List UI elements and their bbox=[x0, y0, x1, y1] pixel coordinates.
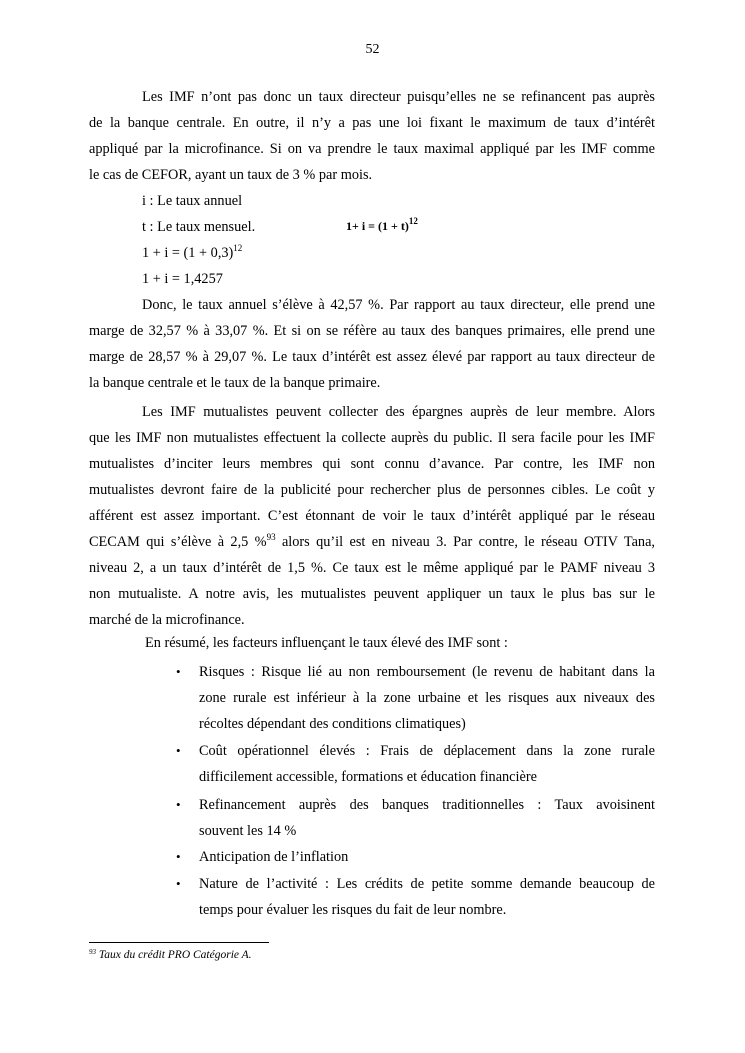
formula-exponent: 12 bbox=[408, 216, 418, 226]
bullet-5-line-2: temps pour évaluer les risques du fait de leur nombre. bbox=[199, 902, 507, 918]
bullet-1-line-3: récoltes dépendant des conditions climatiques) bbox=[199, 716, 466, 732]
para3-line-9: marché de la microfinance. bbox=[89, 612, 245, 628]
footnote-separator bbox=[89, 942, 269, 943]
footnote bbox=[89, 947, 252, 963]
para3-line-7: niveau 2, a un taux d’intérêt de 1,5 %. Ce taux est le même appliqué par le PAMF niveau 3 bbox=[89, 560, 655, 576]
calc1-base: 1 + i = (1 + 0,3) bbox=[142, 245, 234, 261]
para2-line-3: marge de 28,57 % à 29,07 %. Le taux d’intérêt est assez élevé par rapport au taux directeur de bbox=[89, 349, 655, 365]
bullet-dot-2: • bbox=[176, 743, 181, 758]
page-number: 52 bbox=[365, 42, 380, 57]
bullet-dot-4: • bbox=[176, 849, 181, 864]
calculation-2: 1 + i = 1,4257 bbox=[142, 271, 223, 287]
bullet-4-line-1: Anticipation de l’inflation bbox=[199, 849, 349, 865]
para3-line-8: non mutualiste. A notre avis, les mutualistes peuvent appliquer un taux le plus bas sur le bbox=[89, 586, 655, 602]
footnote-number: 93 bbox=[89, 948, 96, 956]
summary-intro: En résumé, les facteurs influençant le taux élevé des IMF sont : bbox=[145, 635, 508, 651]
para1-line-4: le cas de CEFOR, ayant un taux de 3 % par mois. bbox=[89, 167, 373, 183]
bullet-3-line-1: Refinancement auprès des banques traditionnelles : Taux avoisinent bbox=[199, 797, 655, 813]
formula bbox=[346, 217, 418, 235]
definition-i: i : Le taux annuel bbox=[142, 193, 243, 209]
calculation-1 bbox=[142, 244, 655, 262]
footnote-text: Taux du crédit PRO Catégorie A. bbox=[98, 949, 252, 961]
bullet-2-line-2: difficilement accessible, formations et éducation financière bbox=[199, 769, 537, 785]
bullet-5-line-1: Nature de l’activité : Les crédits de petite somme demande beaucoup de bbox=[199, 876, 655, 892]
formula-base: 1+ i = (1 + t) bbox=[346, 219, 409, 233]
bullet-2-line-1: Coût opérationnel élevés : Frais de déplacement dans la zone rurale bbox=[199, 743, 655, 759]
para1-line-1: Les IMF n’ont pas donc un taux directeur puisqu’elles ne se refinancent pas auprès bbox=[142, 89, 655, 105]
calc1-exponent: 12 bbox=[233, 243, 243, 253]
para3-line-6-start: CECAM qui s’élève à 2,5 % bbox=[89, 534, 267, 550]
para3-line-4: mutualistes devront faire de la publicité pour rechercher plus de personnes cibles. Le coût y bbox=[89, 482, 655, 498]
para2-line-2: marge de 32,57 % à 33,07 %. Et si on se réfère au taux des banques primaires, elle prend une bbox=[89, 323, 655, 339]
para3-line-1: Les IMF mutualistes peuvent collecter des épargnes auprès de leur membre. Alors bbox=[142, 404, 655, 420]
bullet-dot-1: • bbox=[176, 664, 181, 679]
bullet-dot-5: • bbox=[176, 876, 181, 891]
para3-line-3: mutualistes d’inciter leurs membres qui sont connu d’avance. Par contre, les IMF non bbox=[89, 456, 655, 472]
para3-line-6 bbox=[89, 533, 655, 551]
para3-line-6-end: alors qu’il est en niveau 3. Par contre, le réseau OTIV Tana, bbox=[275, 534, 655, 550]
footnote-reference: 93 bbox=[266, 532, 276, 542]
bullet-dot-3: • bbox=[176, 797, 181, 812]
bullet-3-line-2: souvent les 14 % bbox=[199, 823, 297, 839]
bullet-1-line-2: zone rurale est inférieur à la zone urbaine et les risques aux niveaux des bbox=[199, 690, 655, 706]
para2-line-1: Donc, le taux annuel s’élève à 42,57 %. Par rapport au taux directeur, elle prend une bbox=[142, 297, 655, 313]
para1-line-2: de la banque centrale. En outre, il n’y a pas une loi fixant le maximum de taux d’intérêt bbox=[89, 115, 655, 131]
para2-line-4: la banque centrale et le taux de la banque primaire. bbox=[89, 375, 381, 391]
definition-t: t : Le taux mensuel. bbox=[142, 219, 256, 235]
para3-line-2: que les IMF non mutualistes effectuent la collecte auprès du public. Il sera facile pour les IMF bbox=[89, 430, 655, 446]
para1-line-3: appliqué par la microfinance. Si on va prendre le taux maximal appliqué par les IMF comme bbox=[89, 141, 655, 157]
para3-line-5: afférent est assez important. C’est étonnant de voir le taux d’intérêt appliqué par le réseau bbox=[89, 508, 655, 524]
bullet-1-line-1: Risques : Risque lié au non remboursement (le revenu de habitant dans la bbox=[199, 664, 655, 680]
